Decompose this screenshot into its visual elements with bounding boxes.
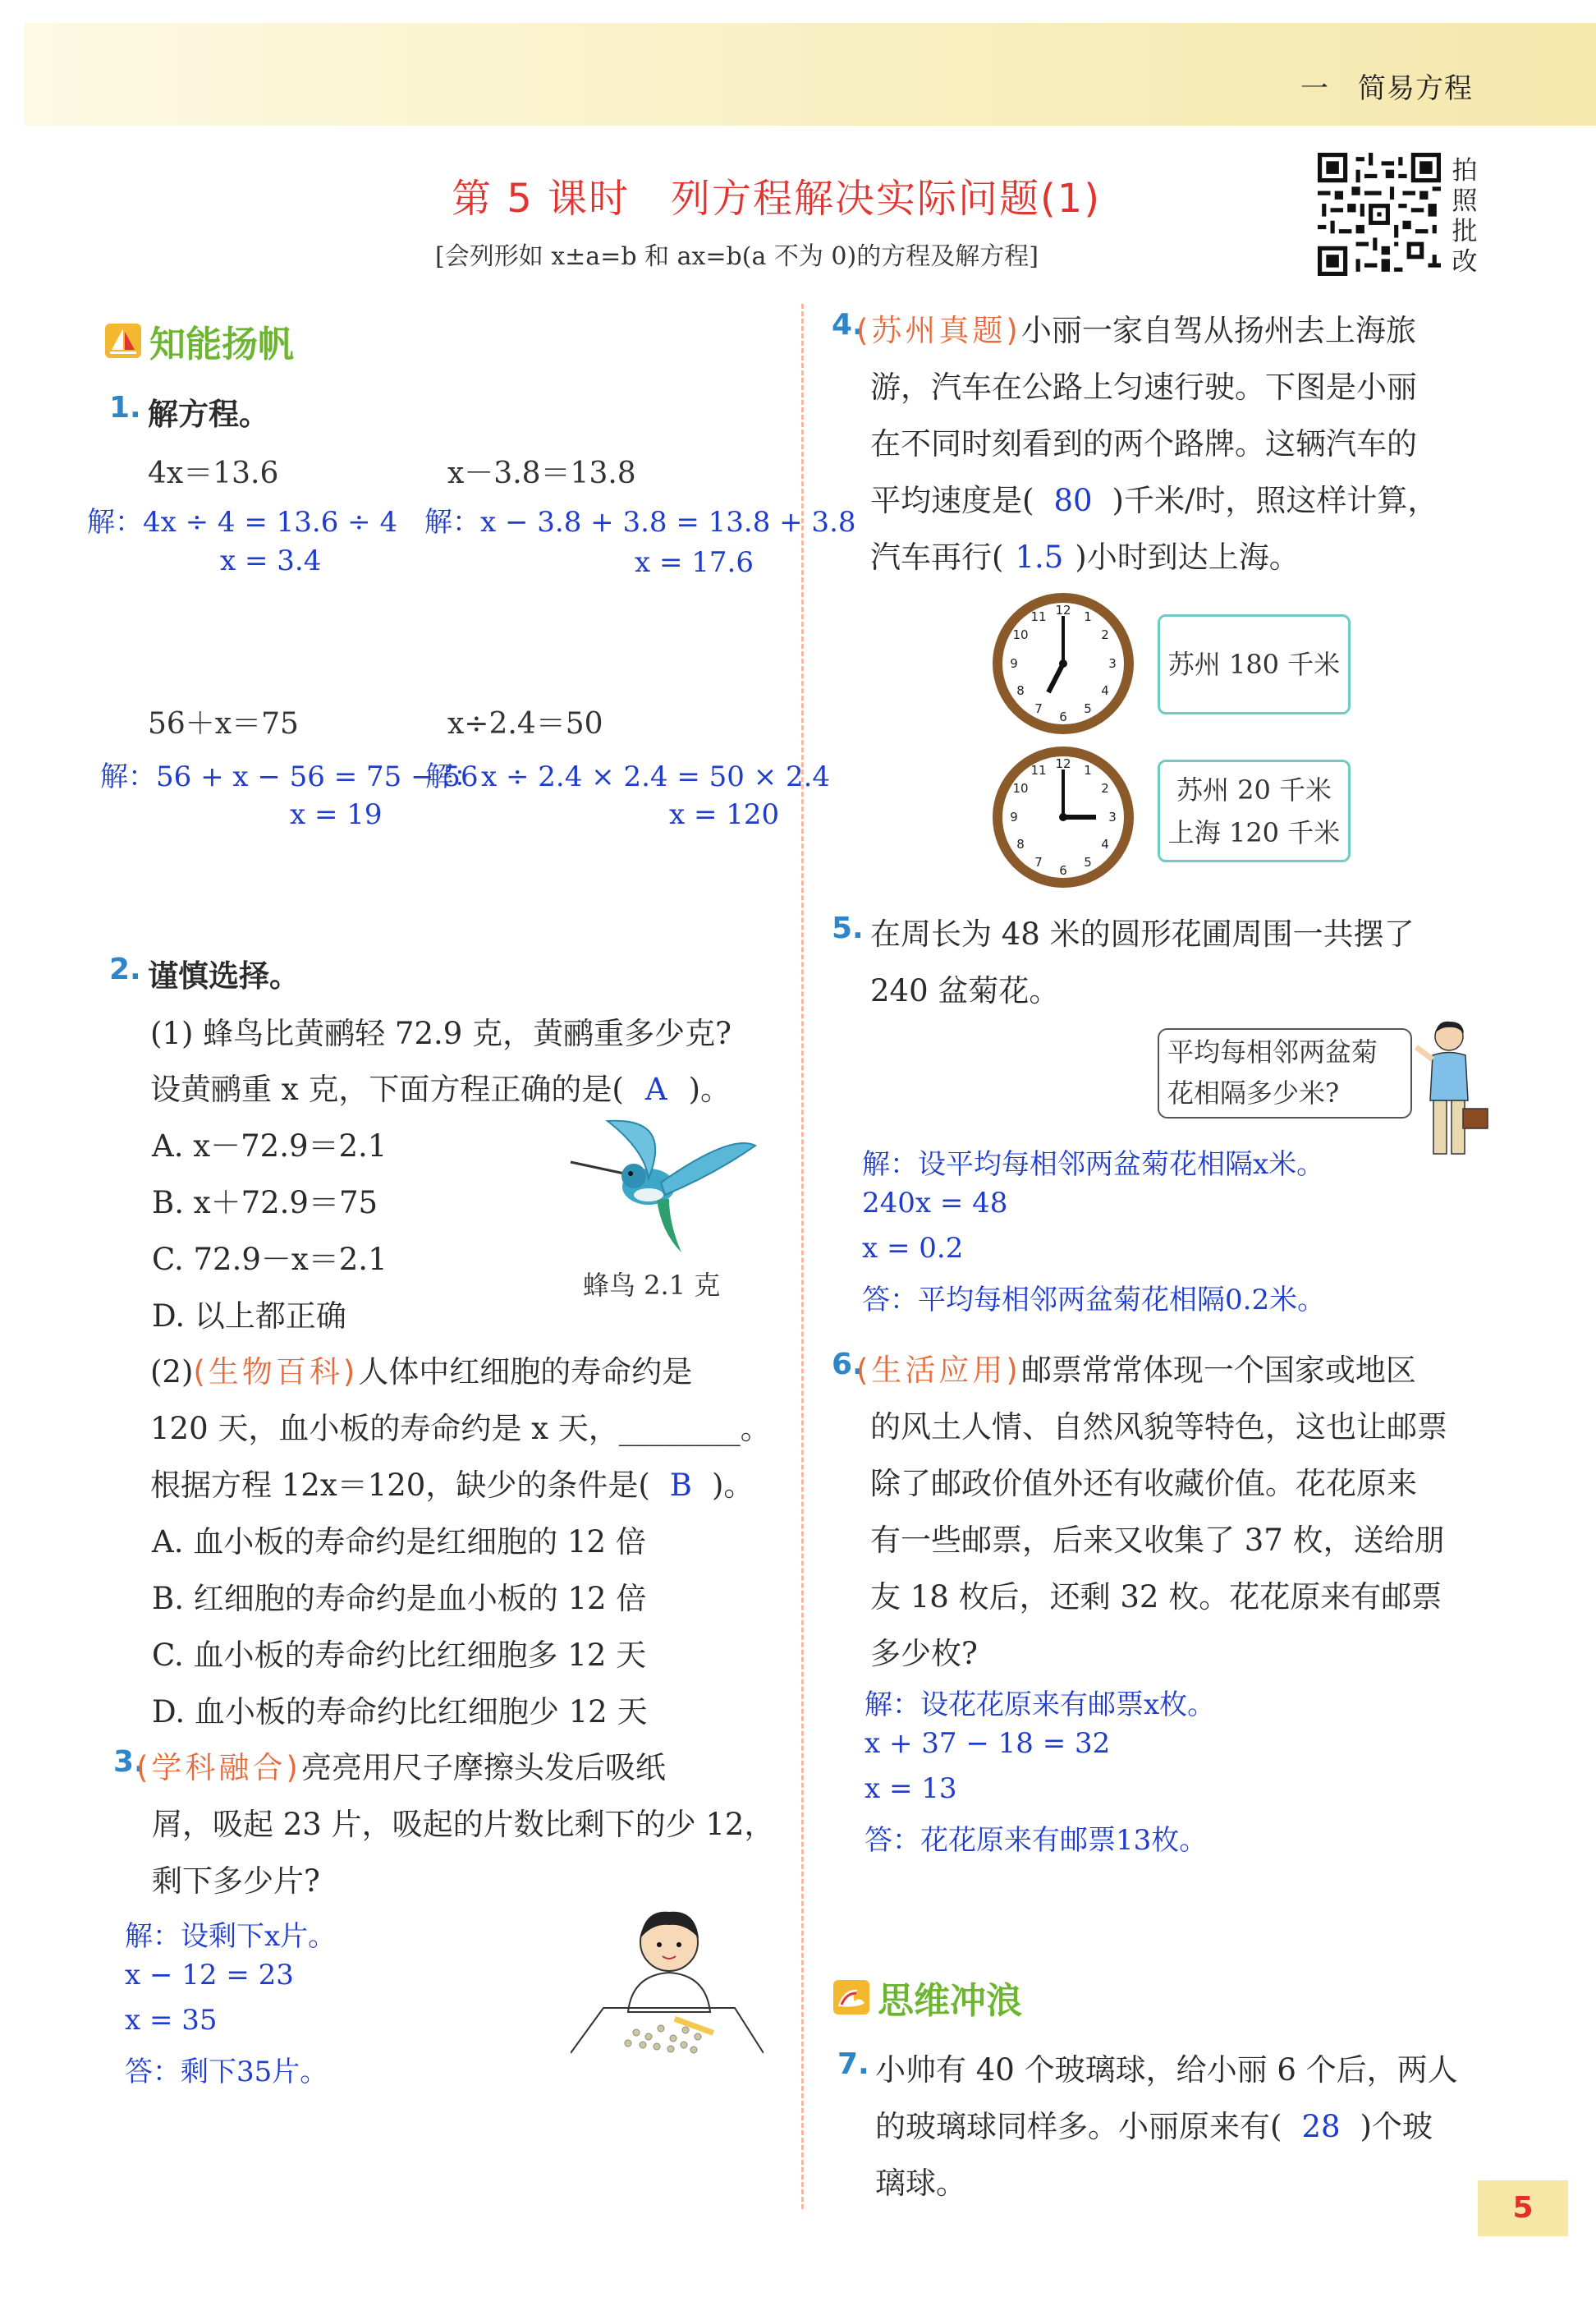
question-number: 5. <box>832 912 864 945</box>
question-text: 设黄鹂重 x 克，下面方程正确的是( A )。 <box>150 1072 731 1107</box>
equation: x－3.8＝13.8 <box>447 457 636 490</box>
question-text: 璃球。 <box>875 2166 966 2201</box>
answer-blank: B <box>669 1468 692 1503</box>
svg-text:11: 11 <box>1030 763 1047 778</box>
option-item: A. 血小板的寿命约是红细胞的 12 倍 <box>152 1524 646 1560</box>
teacher-icon <box>1412 1018 1490 1162</box>
speech-bubble: 平均每相邻两盆菊 花相隔多少米? <box>1158 1028 1412 1119</box>
answer-line: x − 12 = 23 <box>125 1959 294 1991</box>
answer-line: 解：x − 3.8 + 3.8 = 13.8 + 3.8 <box>424 506 856 539</box>
answer-blank: 80 <box>1053 483 1093 518</box>
answer-blank: 28 <box>1301 2109 1341 2144</box>
question-tag: (苏州真题) <box>856 313 1021 348</box>
option-item: D. 以上都正确 <box>152 1298 346 1334</box>
answer-line: 答：花花原来有邮票13枚。 <box>864 1824 1208 1857</box>
svg-text:10: 10 <box>1012 627 1029 642</box>
svg-text:3: 3 <box>1108 656 1117 671</box>
question-text: 的风土人情、自然风貌等特色，这也让邮票 <box>870 1409 1447 1445</box>
lesson-title: 第 5 课时 列方程解决实际问题(1) <box>452 176 1102 222</box>
svg-text:5: 5 <box>1084 855 1092 870</box>
answer-line: x = 19 <box>290 798 383 831</box>
option-item: C. 72.9－x＝2.1 <box>152 1242 388 1277</box>
question-number: 4. <box>832 308 864 342</box>
svg-text:2: 2 <box>1101 781 1109 796</box>
section-heading-right: 思维冲浪 <box>833 1971 1022 2024</box>
question-number: 6. <box>832 1348 864 1381</box>
column-divider <box>801 304 804 2209</box>
option-item: C. 血小板的寿命约比红细胞多 12 天 <box>152 1638 647 1673</box>
question-tag: (学科融合) <box>136 1750 301 1785</box>
answer-line: 解：4x ÷ 4 = 13.6 ÷ 4 <box>87 506 398 539</box>
svg-text:2: 2 <box>1101 627 1109 642</box>
answer-line: 答：剩下35片。 <box>125 2056 328 2088</box>
question-text: 汽车再行( 1.5 )小时到达上海。 <box>870 540 1300 575</box>
answer-line: 解：56 + x − 56 = 75 − 56 <box>100 760 479 793</box>
svg-text:6: 6 <box>1059 710 1067 724</box>
question-text: 的玻璃球同样多。小丽原来有( 28 )个玻 <box>875 2109 1433 2144</box>
svg-text:9: 9 <box>1010 810 1018 825</box>
road-sign: 苏州 20 千米 上海 120 千米 <box>1158 760 1351 862</box>
svg-text:1: 1 <box>1084 763 1092 778</box>
equation: 4x＝13.6 <box>148 457 279 490</box>
svg-text:4: 4 <box>1101 837 1109 852</box>
answer-line: x + 37 − 18 = 32 <box>864 1727 1111 1760</box>
svg-text:8: 8 <box>1016 837 1025 852</box>
question-text: 在不同时刻看到的两个路牌。这辆汽车的 <box>870 426 1417 462</box>
svg-text:5: 5 <box>1084 701 1092 716</box>
svg-text:9: 9 <box>1010 656 1018 671</box>
answer-line: 解：设平均每相邻两盆菊花相隔x米。 <box>862 1148 1325 1181</box>
option-item: B. 红细胞的寿命约是血小板的 12 倍 <box>152 1581 647 1616</box>
question-text: 平均速度是( 80 )千米/时，照这样计算， <box>870 483 1438 518</box>
option-item: D. 血小板的寿命约比红细胞少 12 天 <box>152 1694 648 1730</box>
question-text: 小帅有 40 个玻璃球，给小丽 6 个后，两人 <box>875 2052 1458 2088</box>
answer-line: 答：平均每相邻两盆菊花相隔0.2米。 <box>862 1284 1326 1316</box>
question-number: 2. <box>109 953 141 986</box>
answer-line: 解：设花花原来有邮票x枚。 <box>864 1688 1216 1721</box>
answer-line: x = 120 <box>669 798 780 831</box>
boy-with-ruler-icon <box>571 1905 764 2082</box>
question-text: 240 盆菊花。 <box>870 973 1060 1008</box>
question-tag: (生活应用) <box>856 1353 1021 1388</box>
answer-blank: A <box>644 1072 667 1107</box>
question-text: (学科融合)亮亮用尺子摩擦头发后吸纸 <box>136 1750 666 1785</box>
hummingbird-caption: 蜂鸟 2.1 克 <box>583 1270 721 1301</box>
chapter-title: 一 简易方程 <box>1300 72 1473 105</box>
svg-text:10: 10 <box>1012 781 1029 796</box>
answer-line: x = 35 <box>125 2004 218 2037</box>
svg-text:1: 1 <box>1084 609 1092 624</box>
question-text: 除了邮政价值外还有收藏价值。花花原来 <box>870 1466 1417 1501</box>
qr-label: 拍 照 批 改 <box>1452 156 1478 277</box>
question-text: 游，汽车在公路上匀速行驶。下图是小丽 <box>870 370 1417 405</box>
question-text: (2)(生物百科)人体中红细胞的寿命约是 <box>150 1354 693 1390</box>
svg-text:7: 7 <box>1034 855 1043 870</box>
svg-text:3: 3 <box>1108 810 1117 825</box>
question-text: 多少枚? <box>870 1636 978 1671</box>
answer-line: 240x = 48 <box>862 1187 1008 1220</box>
lesson-subtitle: [会列形如 x±a=b 和 ax=b(a 不为 0)的方程及解方程] <box>435 242 1039 271</box>
question-number: 7. <box>837 2047 869 2081</box>
equation: x÷2.4＝50 <box>447 707 603 741</box>
svg-text:7: 7 <box>1034 701 1043 716</box>
question-text: 屑，吸起 23 片，吸起的片数比剩下的少 12， <box>152 1807 775 1842</box>
question-text: 在周长为 48 米的圆形花圃周围一共摆了 <box>870 917 1415 952</box>
question-number: 3. <box>113 1745 145 1779</box>
clock-icon <box>989 590 1137 737</box>
question-title: 解方程。 <box>148 397 269 432</box>
svg-text:6: 6 <box>1059 863 1067 878</box>
page-number: 5 <box>1478 2180 1568 2236</box>
question-text: 友 18 枚后，还剩 32 枚。花花原来有邮票 <box>870 1579 1442 1615</box>
question-number: 1. <box>109 391 141 425</box>
road-sign: 苏州 180 千米 <box>1158 614 1351 714</box>
question-title: 谨慎选择。 <box>148 958 300 994</box>
question-text: 有一些邮票，后来又收集了 37 枚，送给朋 <box>870 1523 1445 1558</box>
svg-text:12: 12 <box>1055 756 1071 771</box>
question-text: (苏州真题)小丽一家自驾从扬州去上海旅 <box>856 313 1416 348</box>
qr-code-icon[interactable] <box>1318 153 1441 276</box>
wave-icon <box>833 1980 869 2014</box>
question-text: 120 天，血小板的寿命约是 x 天，________。 <box>150 1411 771 1446</box>
equation: 56＋x＝75 <box>148 707 299 741</box>
svg-text:4: 4 <box>1101 683 1109 698</box>
sail-icon <box>105 324 141 358</box>
question-text: 剩下多少片? <box>152 1863 320 1899</box>
option-item: A. x－72.9＝2.1 <box>152 1128 388 1164</box>
svg-text:8: 8 <box>1016 683 1025 698</box>
question-tag: (生物百科) <box>193 1354 359 1390</box>
section-heading-left: 知能扬帆 <box>105 315 294 367</box>
answer-line: x = 17.6 <box>635 546 754 579</box>
answer-line: 解：设剩下x片。 <box>125 1920 337 1953</box>
question-text: 根据方程 12x＝120，缺少的条件是( B )。 <box>150 1468 754 1503</box>
answer-line: x = 3.4 <box>220 544 322 577</box>
answer-line: 解：x ÷ 2.4 × 2.4 = 50 × 2.4 <box>425 760 831 793</box>
answer-line: x = 0.2 <box>862 1232 964 1265</box>
svg-text:11: 11 <box>1030 609 1047 624</box>
question-text: (1) 蜂鸟比黄鹂轻 72.9 克，黄鹂重多少克? <box>150 1016 732 1051</box>
answer-line: x = 13 <box>864 1772 957 1805</box>
answer-blank: 1.5 <box>1015 540 1064 575</box>
hummingbird-icon <box>566 1117 764 1261</box>
option-item: B. x＋72.9＝75 <box>152 1185 378 1220</box>
svg-text:12: 12 <box>1055 603 1071 618</box>
clock-icon <box>989 743 1137 891</box>
question-text: (生活应用)邮票常常体现一个国家或地区 <box>856 1353 1416 1388</box>
